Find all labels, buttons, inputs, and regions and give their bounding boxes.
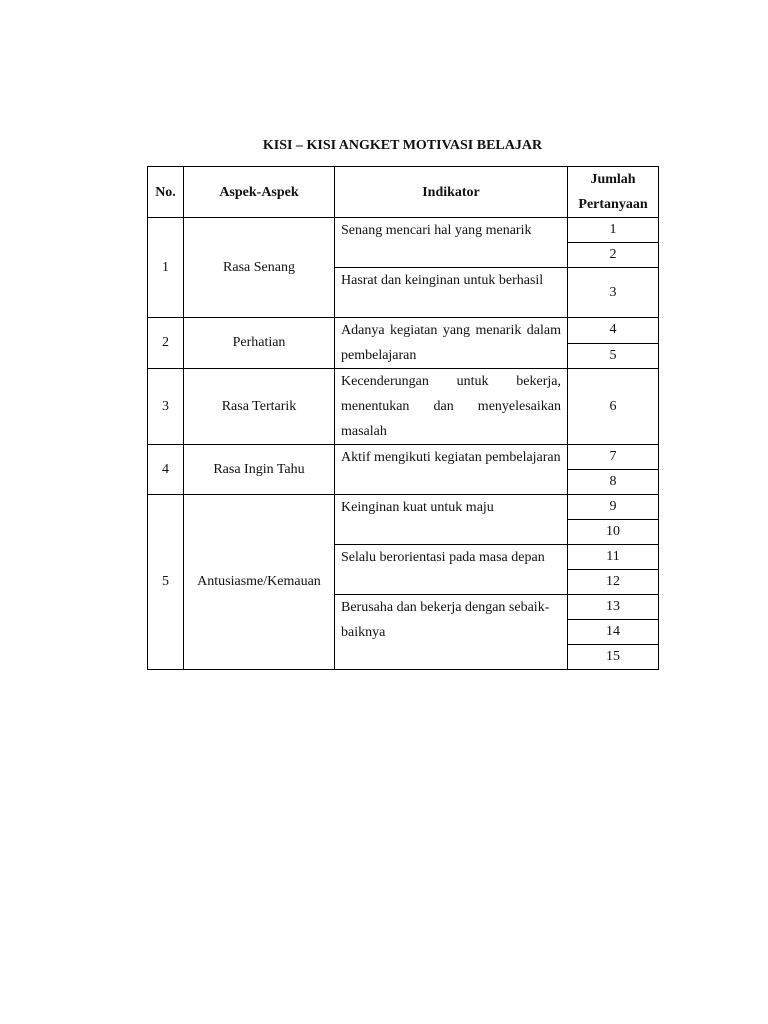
header-jumlah-line2: Pertanyaan	[578, 197, 648, 212]
question-number: 10	[568, 520, 659, 545]
header-no: No.	[148, 167, 184, 218]
row-aspek: Rasa Ingin Tahu	[184, 445, 335, 495]
question-number: 2	[568, 243, 659, 268]
row-indikator: Adanya kegiatan yang menarik dalam pembelajaran	[335, 318, 568, 369]
row-indikator: Senang mencari hal yang menarik	[335, 218, 568, 268]
row-no: 5	[148, 495, 184, 670]
row-indikator: Kecenderungan untuk bekerja, menentukan dan menyelesaikan masalah	[335, 369, 568, 445]
row-indikator: Selalu berorientasi pada masa depan	[335, 545, 568, 595]
table-row	[148, 369, 659, 445]
question-number: 7	[568, 445, 659, 470]
question-number: 8	[568, 470, 659, 495]
header-indikator: Indikator	[335, 167, 568, 218]
header-aspek: Aspek-Aspek	[184, 167, 335, 218]
question-number: 1	[568, 218, 659, 243]
question-number: 13	[568, 595, 659, 620]
row-indikator: Keinginan kuat untuk maju	[335, 495, 568, 545]
row-aspek: Rasa Senang	[184, 218, 335, 318]
question-number: 15	[568, 645, 659, 670]
question-number: 3	[568, 268, 659, 318]
row-aspek: Antusiasme/Kemauan	[184, 495, 335, 670]
question-number: 4	[568, 318, 659, 344]
row-no: 2	[148, 318, 184, 369]
row-no: 3	[148, 369, 184, 445]
row-no: 1	[148, 218, 184, 318]
kisi-table	[147, 166, 659, 670]
row-aspek: Perhatian	[184, 318, 335, 369]
table-row	[148, 218, 659, 243]
question-number: 5	[568, 343, 659, 369]
header-jumlah	[568, 167, 659, 218]
question-number: 11	[568, 545, 659, 570]
row-aspek: Rasa Tertarik	[184, 369, 335, 445]
document-title: KISI – KISI ANGKET MOTIVASI BELAJAR	[262, 138, 543, 153]
header-jumlah-line1: Jumlah	[590, 172, 636, 187]
table-row	[148, 495, 659, 520]
row-indikator: Berusaha dan bekerja dengan sebaik-baiknya	[335, 595, 568, 670]
question-number: 14	[568, 620, 659, 645]
question-number: 6	[568, 369, 659, 445]
question-number: 9	[568, 495, 659, 520]
table-row	[148, 318, 659, 344]
row-no: 4	[148, 445, 184, 495]
row-indikator: Aktif mengikuti kegiatan pembelajaran	[335, 445, 568, 495]
row-indikator: Hasrat dan keinginan untuk berhasil	[335, 268, 568, 318]
table-row	[148, 445, 659, 470]
question-number: 12	[568, 570, 659, 595]
table-header-row	[148, 167, 659, 218]
